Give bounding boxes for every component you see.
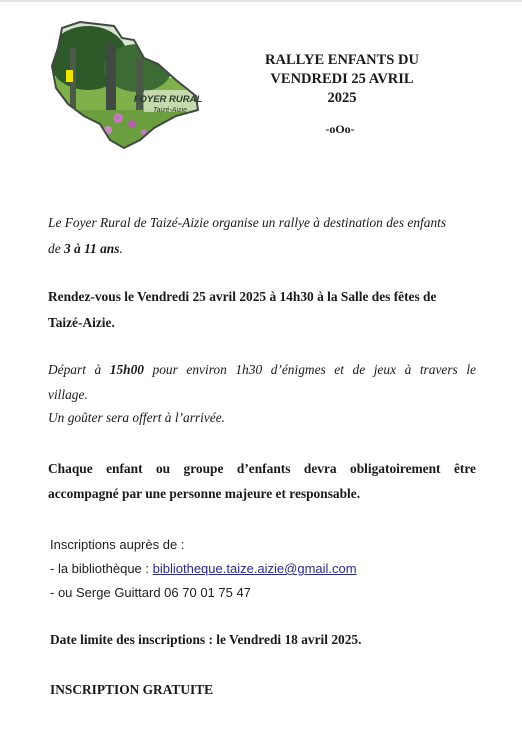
gouter-line: Un goûter sera offert à l’arrivée. bbox=[48, 410, 226, 425]
inscriptions-heading: Inscriptions auprès de : bbox=[50, 537, 185, 552]
intro-age-prefix: de bbox=[48, 241, 64, 256]
intro-age-suffix: . bbox=[119, 241, 123, 256]
accompaniment-paragraph bbox=[48, 456, 476, 506]
intro-line-1: Le Foyer Rural de Taizé-Aizie organise un rallye à destination des enfants bbox=[48, 215, 447, 230]
logo-graphic bbox=[48, 18, 204, 150]
inscription-gratuite: INSCRIPTION GRATUITE bbox=[50, 682, 214, 697]
top-border bbox=[0, 0, 522, 2]
rendezvous-line-2: Taizé-Aizie. bbox=[48, 315, 115, 330]
accompaniment-line-2: accompagné par une personne majeure et responsable. bbox=[48, 486, 361, 501]
library-label: - la bibliothèque : bbox=[50, 561, 153, 576]
title-separator: -oOo- bbox=[325, 122, 355, 136]
accompaniment-line-1: Chaque enfant ou groupe d’enfants devra obligatoirement être bbox=[48, 461, 476, 476]
title-line-3: 2025 bbox=[327, 90, 357, 106]
title-line-2: VENDREDI 25 AVRIL bbox=[270, 71, 414, 87]
logo-name-line1: FOYER RURAL bbox=[133, 94, 203, 105]
depart-line-1 bbox=[48, 357, 476, 382]
depart-line-1-rest: pour environ 1h30 d’énigmes et de jeux à travers le bbox=[143, 362, 476, 377]
depart-paragraph bbox=[48, 357, 476, 430]
intro-line-2 bbox=[48, 236, 476, 262]
page-title bbox=[244, 51, 440, 108]
age-range: 3 à 11 ans bbox=[64, 241, 120, 256]
inscription-library bbox=[50, 558, 357, 580]
title-line-1: RALLYE ENFANTS DU bbox=[265, 52, 419, 68]
depart-line-2: village. bbox=[48, 387, 88, 402]
logo-name-line2: Taizé-Aizie bbox=[153, 107, 187, 114]
date-limite: Date limite des inscriptions : le Vendredi 18 avril 2025. bbox=[50, 632, 362, 647]
depart-prefix: Départ à bbox=[48, 362, 110, 377]
library-email-link[interactable]: bibliotheque.taize.aizie@gmail.com bbox=[152, 561, 357, 576]
rendezvous-paragraph bbox=[48, 284, 476, 336]
depart-time: 15h00 bbox=[109, 362, 144, 377]
intro-paragraph bbox=[48, 210, 476, 262]
inscriptions-block bbox=[50, 534, 357, 604]
foyer-rural-logo bbox=[48, 18, 204, 150]
inscription-serge: - ou Serge Guittard 06 70 01 75 47 bbox=[50, 585, 251, 600]
rendezvous-line-1: Rendez-vous le Vendredi 25 avril 2025 à 14h30 à la Salle des fêtes de bbox=[48, 289, 437, 304]
